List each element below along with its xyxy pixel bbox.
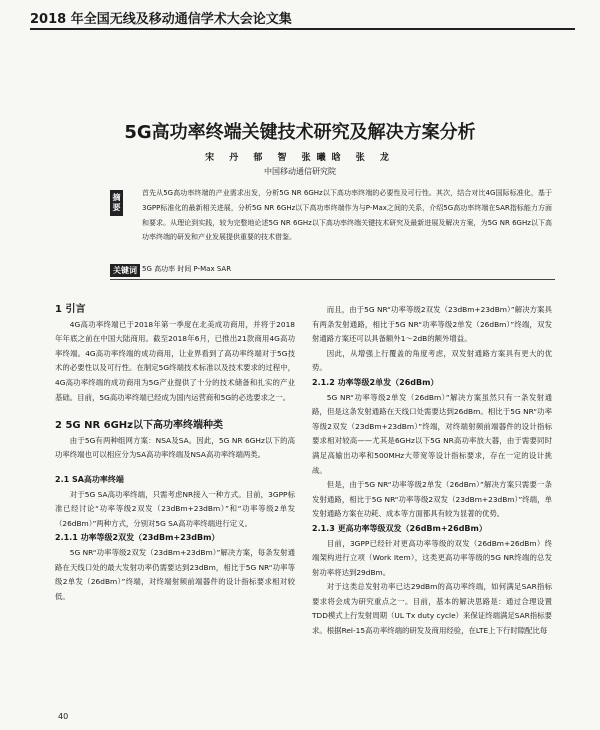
paper-affiliation: 中国移动通信研究院	[264, 167, 336, 176]
section-heading-intro: 1 引言	[55, 304, 86, 315]
paragraph: 5G NR“功率等级2单发（26dBm）”解决方案虽然只有一条发射通路，但是这条发射通路在天线口处需要达到26dBm。相比于5G NR“功率等级2双发（23dBm+23dBm）”终端，对终端射频前端器件的设计指标要求相对较高——尤其是6GHz以下5G NR高功率放大器，由于需要同时满足高输出功率和500MHz大带宽等设计指标要求，存在一定的设计挑战。	[312, 392, 552, 475]
subsection-heading-higher-power: 2.1.3 更高功率等级双发（26dBm+26dBm）	[312, 523, 487, 533]
section-heading-types: 2 5G NR 6GHz以下高功率终端种类	[55, 420, 223, 432]
paragraph: 但是，由于5G NR“功率等级2单发（26dBm）”解决方案只需要一条发射通路，相比于5G NR“功率等级2双发（23dBm+23dBm）”终端，单发射通路方案在功耗、成本等方面都具有较为显著的优势。	[312, 480, 552, 519]
paper-title: 5G高功率终端关键技术研究及解决方案分析	[124, 122, 476, 143]
keywords-text: 5G 高功率 时间 P-Max SAR	[142, 265, 232, 273]
paper-authors: 宋 丹 郁 智 张曦晗 张 龙	[205, 153, 395, 163]
running-header: 2018 年全国无线及移动通信学术大会论文集	[30, 12, 292, 27]
subsection-heading-sa: 2.1 SA高功率终端	[55, 474, 124, 484]
subsection-heading-dual-tx: 2.1.1 功率等级2双发（23dBm+23dBm）	[55, 533, 220, 543]
paragraph: 5G NR“功率等级2双发（23dBm+23dBm）”解决方案，每条发射通路在天线口处的最大发射功率仍需要达到23dBm，相比于5G NR“功率等级2单发（26dBm）”终端，对终端射频前端器件的设计指标要求相对较低。	[55, 547, 295, 601]
paragraph: 因此，从增强上行覆盖的角度考虑，双发射通路方案具有更大的优势。	[312, 348, 552, 373]
page-number: 40	[58, 712, 69, 721]
paragraph: 由于5G有两种组网方案：NSA及SA。因此，5G NR 6GHz以下的高功率终端也可以相应分为SA高功率终端及NSA高功率终端两类。	[55, 435, 295, 460]
paragraph: 对于5G SA高功率终端，只需考虑NR接入一种方式。目前，3GPP标准已经讨论“功率等级2双发（23dBm+23dBm）”和“功率等级2单发（26dBm）”两种方式，分别对5G SA高功率终端进行定义。	[55, 489, 295, 528]
header-rule	[30, 28, 575, 30]
keywords-label: 关键词	[110, 264, 140, 277]
left-column	[55, 303, 295, 604]
abstract-divider	[110, 279, 555, 280]
abstract-text: 首先从5G高功率终端的产业需求出发，分析5G NR 6GHz以下高功率终端的必要性及可行性。其次，结合对比4G国际标准化，基于3GPP标准化的最新相关进展，分析5G NR 6GHz以下高功率终端作为与P-Max之间的关系，介绍5G高功率终端在SAR指标能力方面和要求。从理论到实践，较为完整地论述5G NR 6GHz以下高功率终端关键技术研究及最新进展及解决方案，为5G NR 6GHz以下高功率终端的研发和产业发展提供重要的技术借鉴。	[142, 189, 552, 242]
paragraph: 对于这类总发射功率已达29dBm的高功率终端，如何满足SAR指标要求将会成为研究重点之一。目前，基本的解决思路是：通过合理设置TDD模式上行发射周期（UL Tx duty cycle）来保证终端满足SAR指标要求。根据Rel-15高功率终端的研发及商用经验，在LTE上下行时隙配比每	[312, 582, 552, 636]
subsection-heading-single-tx: 2.1.2 功率等级2单发（26dBm）	[312, 377, 439, 387]
right-column	[312, 303, 552, 639]
paragraph: 而且，由于5G NR“功率等级2双发（23dBm+23dBm）”解决方案具有两条发射通路，相比于5G NR“功率等级2单发（26dBm）”终端，双发射通路方案还可以具备额外1～2dB的额外增益。	[312, 305, 552, 344]
abstract-label: 摘要	[110, 190, 123, 216]
paragraph: 4G高功率终端已于2018年第一季度在北美成功商用，并将于2018年年底之前在中国大陆商用。截至2018年6月，已推出21款商用4G高功率终端。4G高功率终端的成功商用，让业界看到了高功率终端对于5G技术的必要性以及可行性。在制定5G终端技术标准以及技术要求的过程中，4G高功率终端的成功商用为5G产业提供了十分的技术储备和扎实的产业基础。目前，5G高功率终端已经成为国内运营商和5G的必选要求之一。	[55, 319, 295, 402]
paragraph: 目前，3GPP已经针对更高功率等级的双发（26dBm+26dBm）终端架构进行立项（Work Item），这类更高功率等级的5G NR终端的总发射功率将达到29dBm。	[312, 538, 552, 577]
